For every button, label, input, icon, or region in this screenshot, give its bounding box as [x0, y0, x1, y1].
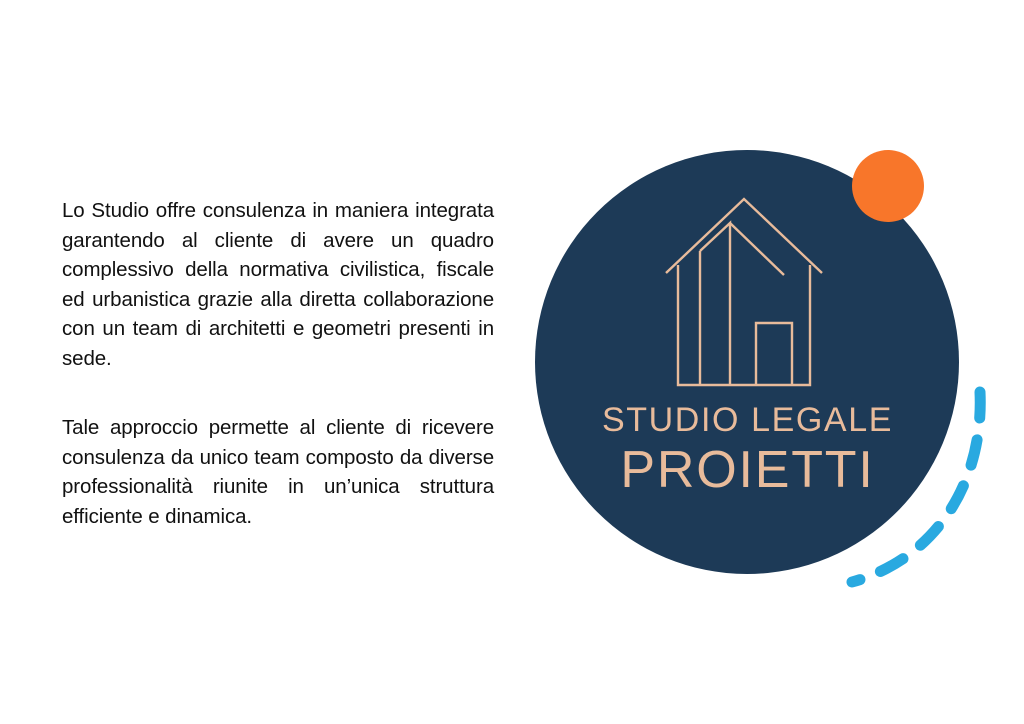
orange-dot-accent [852, 150, 924, 222]
logo-line-1: STUDIO LEGALE [602, 401, 893, 439]
paragraph-2: Tale approccio permette al cliente di ricevere consulenza da unico team composto da diverse professionalità riunite in un’unica struttura efficiente e dinamica. [62, 416, 494, 528]
body-text-column [62, 196, 494, 531]
logo-line-2: PROIETTI [620, 441, 875, 499]
logo-wordmark [560, 400, 935, 498]
house-icon [660, 173, 840, 403]
paragraph-1: Lo Studio offre consulenza in maniera integrata garantendo al cliente di avere un quadro complessivo della normativa civilistica, fiscale ed urbanistica grazie alla diretta collaborazione con un team di architetti e geometri presenti in sede. [62, 199, 494, 370]
logo-group [520, 128, 990, 598]
